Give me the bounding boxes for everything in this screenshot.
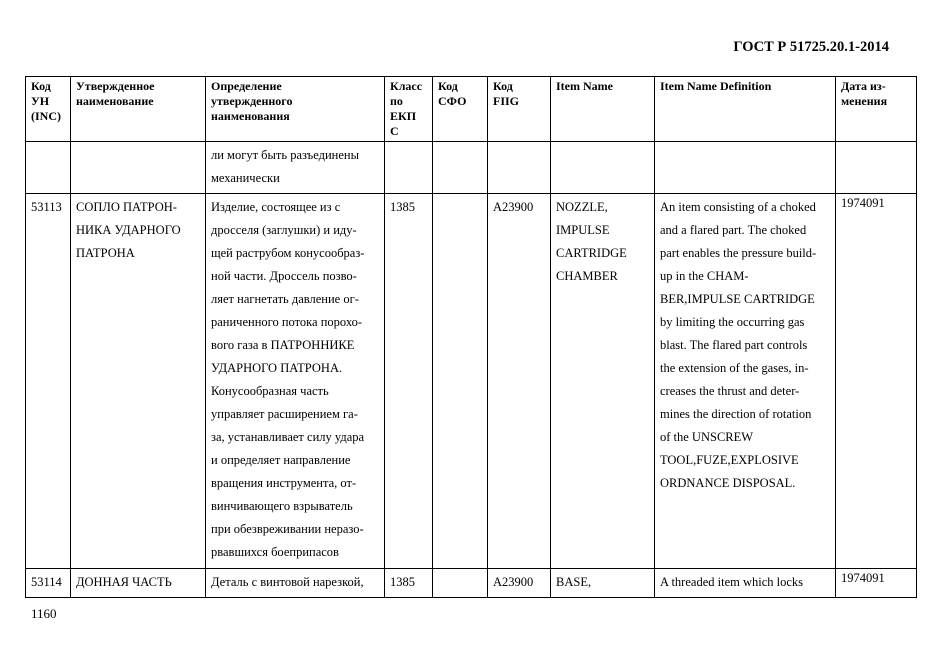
cell-text-line: and a flared part. The choked: [660, 223, 807, 237]
cell-item-definition: [655, 569, 836, 598]
cell-fiig: [488, 569, 551, 598]
cell-text-line: BER,IMPULSE CARTRIDGE: [660, 292, 815, 306]
cell-text-line: A23900: [493, 575, 534, 589]
column-header-approved-name: [71, 77, 206, 142]
cell-item-name: [551, 194, 655, 569]
cell-text-line: Класс: [390, 79, 423, 93]
cell-text-line: Код: [438, 79, 458, 93]
column-header-item-definition: [655, 77, 836, 142]
cell-text-line: FIIG: [493, 94, 520, 108]
cell-text-line: NOZZLE,: [556, 200, 608, 214]
column-header-definition: [206, 77, 385, 142]
page-number: 1160: [31, 606, 57, 621]
table-row: [26, 142, 917, 194]
cell-text-line: CHAMBER: [556, 269, 618, 283]
cell-text-line: 1385: [390, 200, 415, 214]
column-header-date: [836, 77, 917, 142]
cell-text-line: механически: [211, 171, 280, 185]
cell-text-line: Утвержденное: [76, 79, 155, 93]
cell-text-line: щей раструбом конусообраз-: [211, 246, 365, 260]
cell-text-line: утвержденного: [211, 94, 293, 108]
cell-text-line: СОПЛО ПАТРОН-: [76, 200, 177, 214]
cell-text-line: up in the CHAM-: [660, 269, 749, 283]
cell-text-line: ORDNANCE DISPOSAL.: [660, 476, 796, 490]
column-header-fiig: [488, 77, 551, 142]
cell-definition: [206, 194, 385, 569]
cell-text-line: по: [390, 94, 403, 108]
cell-text-line: creases the thrust and deter-: [660, 384, 800, 398]
cell-text-line: 53113: [31, 200, 62, 214]
cell-text-line: 1974091: [841, 571, 885, 585]
cell-text-line: Конусообразная часть: [211, 384, 329, 398]
cell-text-line: менения: [841, 94, 888, 108]
cell-text-line: управляет расширением га-: [211, 407, 358, 421]
cell-text-line: TOOL,FUZE,EXPLOSIVE: [660, 453, 799, 467]
cell-text-line: УДАРНОГО ПАТРОНА.: [211, 361, 343, 375]
cell-text-line: An item consisting of a choked: [660, 200, 816, 214]
cell-class: [385, 569, 433, 598]
cell-text-line: Item Name Definition: [660, 79, 772, 93]
table-header-row: [26, 77, 917, 142]
cell-text-line: A23900: [493, 200, 534, 214]
cell-text-line: mines the direction of rotation: [660, 407, 812, 421]
cell-text-line: С: [390, 124, 399, 138]
cell-text-line: of the UNSCREW: [660, 430, 754, 444]
cell-text-line: вращения инструмента, от-: [211, 476, 357, 490]
cell-text-line: 1385: [390, 575, 415, 589]
cell-text-line: IMPULSE: [556, 223, 610, 237]
cell-text-line: при обезвреживании неразо-: [211, 522, 364, 536]
cell-text-line: УН: [31, 94, 50, 108]
catalog-table: [25, 76, 917, 598]
cell-text-line: дросселя (заглушки) и иду-: [211, 223, 357, 237]
cell-text-line: ПАТРОНА: [76, 246, 135, 260]
cell-text-line: СФО: [438, 94, 467, 108]
cell-text-line: the extension of the gases, in-: [660, 361, 809, 375]
cell-definition: [206, 569, 385, 598]
cell-fiig: [488, 194, 551, 569]
cell-item-name: [551, 569, 655, 598]
cell-class: [385, 142, 433, 194]
cell-text-line: ной части. Дроссель позво-: [211, 269, 357, 283]
cell-text-line: Изделие, состоящее из с: [211, 200, 341, 214]
cell-text-line: ли могут быть разъединены: [211, 148, 359, 162]
cell-text-line: рвавшихся боеприпасов: [211, 545, 339, 559]
cell-text-line: ДОННАЯ ЧАСТЬ: [76, 575, 172, 589]
column-header-inc: [26, 77, 71, 142]
cell-text-line: A threaded item which locks: [660, 575, 804, 589]
cell-text-line: CARTRIDGE: [556, 246, 627, 260]
cell-text-line: part enables the pressure build-: [660, 246, 817, 260]
cell-definition: [206, 142, 385, 194]
cell-class: [385, 194, 433, 569]
cell-date: [836, 569, 917, 598]
cell-date: [836, 142, 917, 194]
cell-text-line: ЕКП: [390, 109, 417, 123]
column-header-sfo: [433, 77, 488, 142]
cell-text-line: за, устанавливает силу удара: [211, 430, 365, 444]
cell-text-line: раниченного потока порохо-: [211, 315, 363, 329]
cell-text-line: Дата из-: [841, 79, 886, 93]
cell-text-line: ляет нагнетать давление ог-: [211, 292, 359, 306]
cell-text-line: Код: [493, 79, 513, 93]
cell-text-line: (INC): [31, 109, 61, 123]
cell-text-line: винчивающего взрыватель: [211, 499, 353, 513]
document-header-title: ГОСТ Р 51725.20.1-2014: [733, 39, 889, 55]
cell-text-line: blast. The flared part controls: [660, 338, 808, 352]
cell-text-line: Item Name: [556, 79, 613, 93]
cell-date: [836, 194, 917, 569]
cell-approved-name: [71, 569, 206, 598]
cell-text-line: Код: [31, 79, 51, 93]
cell-inc: [26, 569, 71, 598]
cell-text-line: Определение: [211, 79, 282, 93]
cell-text-line: вого газа в ПАТРОННИКЕ: [211, 338, 355, 352]
cell-approved-name: [71, 142, 206, 194]
cell-sfo: [433, 142, 488, 194]
cell-text-line: BASE,: [556, 575, 592, 589]
cell-inc: [26, 194, 71, 569]
cell-inc: [26, 142, 71, 194]
cell-sfo: [433, 569, 488, 598]
cell-sfo: [433, 194, 488, 569]
table-row: [26, 569, 917, 598]
cell-text-line: by limiting the occurring gas: [660, 315, 805, 329]
column-header-item-name: [551, 77, 655, 142]
table-row: [26, 194, 917, 569]
cell-item-definition: [655, 142, 836, 194]
cell-text-line: 53114: [31, 575, 62, 589]
cell-text-line: наименование: [76, 94, 154, 108]
cell-item-definition: [655, 194, 836, 569]
cell-text-line: и определяет направление: [211, 453, 351, 467]
cell-text-line: 1974091: [841, 196, 885, 210]
cell-approved-name: [71, 194, 206, 569]
cell-item-name: [551, 142, 655, 194]
cell-text-line: Деталь с винтовой нарезкой,: [211, 575, 364, 589]
cell-text-line: наименования: [211, 109, 290, 123]
column-header-class: [385, 77, 433, 142]
cell-fiig: [488, 142, 551, 194]
cell-text-line: НИКА УДАРНОГО: [76, 223, 181, 237]
